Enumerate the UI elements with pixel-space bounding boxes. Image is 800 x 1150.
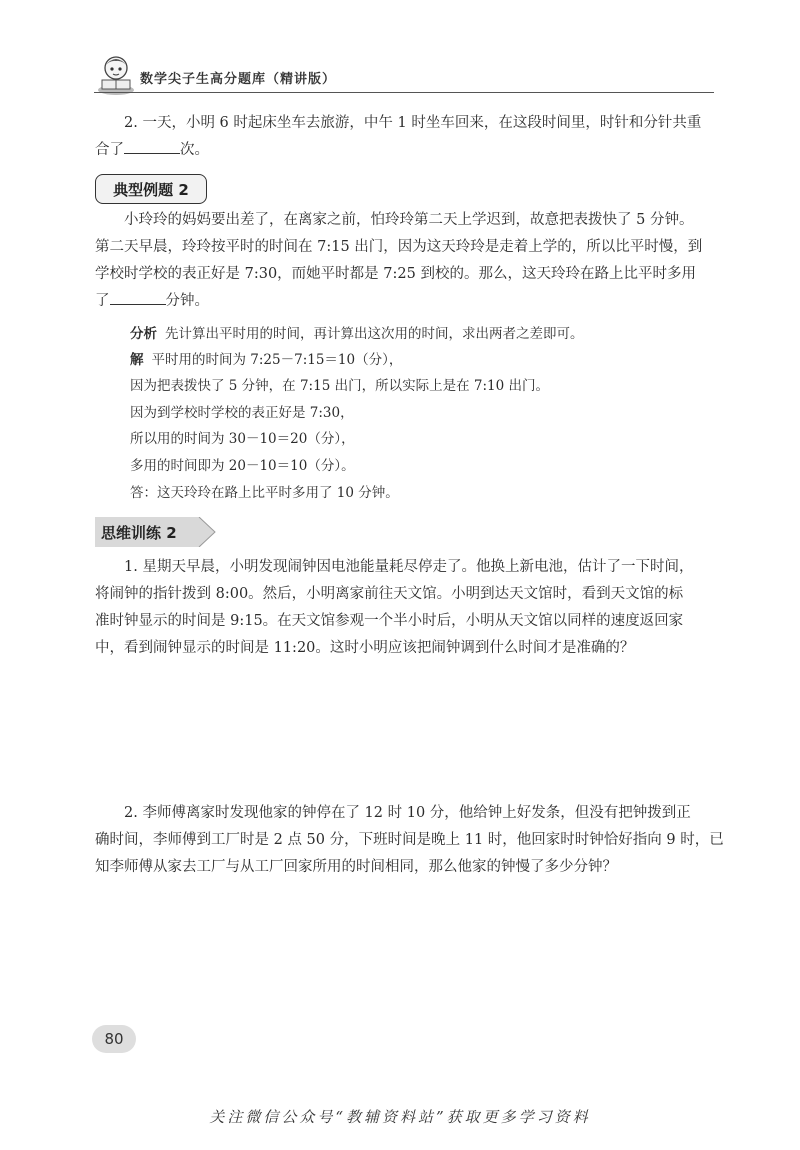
question-2-top <box>95 110 715 164</box>
example-badge: 典型例题 2 <box>95 174 207 204</box>
example-line-4b: 分钟。 <box>165 293 209 309</box>
example-line-4a: 了 <box>95 293 110 309</box>
example-problem <box>95 207 720 315</box>
answer-line-1 <box>130 349 402 371</box>
analysis-line <box>130 323 584 345</box>
question-2-line-2a: 合了 <box>95 142 124 158</box>
solution-step: 因为把表拨快了 5 分钟，在 7:15 出门，所以实际上是在 7:10 出门。 <box>130 378 549 394</box>
running-header <box>94 52 714 96</box>
analysis-label: 分析 <box>130 326 157 342</box>
training-q2-line: 2. 李师傅离家时发现他家的钟停在了 12 时 10 分，他给钟上好发条，但没有把钟拨到正 <box>124 805 691 821</box>
training-q1-line: 中，看到闹钟显示的时间是 11:20。这时小明应该把闹钟调到什么时间才是准确的？ <box>95 640 635 656</box>
question-2-line-2b: 次。 <box>180 142 209 158</box>
example-line-4 <box>95 288 720 315</box>
answer-blank <box>124 139 180 154</box>
solution-conclusion: 答：这天玲玲在路上比平时多用了 10 分钟。 <box>130 485 399 501</box>
solution-step: 所以用的时间为 30－10＝20（分）， <box>130 431 355 447</box>
header-divider <box>94 92 714 93</box>
training-q1-line: 1. 星期天早晨，小明发现闹钟因电池能量耗尽停走了。他换上新电池，估计了一下时间， <box>124 559 694 575</box>
example-line-3: 学校时学校的表正好是 7:30，而她平时都是 7:25 到校的。那么，这天玲玲在路上比平时多用 <box>95 266 696 282</box>
question-2-line-1: 2. 一天，小明 6 时起床坐车去旅游，中午 1 时坐车回来，在这段时间里，时针和分针共重 <box>124 115 702 131</box>
answer-label: 解 <box>130 352 144 368</box>
solution-step: 平时用的时间为 7:25－7:15＝10（分）， <box>151 352 403 368</box>
page-number: 80 <box>92 1025 136 1053</box>
analysis-text: 先计算出平时用的时间，再计算出这次用的时间，求出两者之差即可。 <box>165 326 584 342</box>
training-badge-label: 思维训练 2 <box>101 524 177 542</box>
book-title: 数学尖子生高分题库（精讲版） <box>140 72 337 87</box>
student-mascot-icon <box>94 52 138 96</box>
solution-step: 多用的时间即为 20－10＝10（分）。 <box>130 458 355 474</box>
example-line-2: 第二天早晨，玲玲按平时的时间在 7:15 出门，因为这天玲玲是走着上学的，所以比平时慢，到 <box>95 239 703 255</box>
training-question-2 <box>95 800 724 881</box>
training-q1-line: 准时钟显示的时间是 9:15。在天文馆参观一个半小时后，小明从天文馆以同样的速度返回家 <box>95 613 684 629</box>
footer-note: 关注微信公众号“教辅资料站”获取更多学习资料 <box>209 1108 591 1126</box>
training-badge <box>95 517 219 547</box>
training-q2-line: 确时间，李师傅到工厂时是 2 点 50 分，下班时间是晚上 11 时，他回家时时钟恰好指向 9 时，已 <box>95 832 724 848</box>
solution-step: 因为到学校时学校的表正好是 7:30， <box>130 405 354 421</box>
answer-blank <box>110 290 166 305</box>
training-question-1 <box>95 554 720 662</box>
example-line-1: 小玲玲的妈妈要出差了，在离家之前，怕玲玲第二天上学迟到，故意把表拨快了 5 分钟。 <box>124 212 694 228</box>
training-q2-line: 知李师傅从家去工厂与从工厂回家所用的时间相同，那么他家的钟慢了多少分钟？ <box>95 859 617 875</box>
training-q1-line: 将闹钟的指针拨到 8:00。然后，小明离家前往天文馆。小明到达天文馆时，看到天文馆的标 <box>95 586 684 602</box>
